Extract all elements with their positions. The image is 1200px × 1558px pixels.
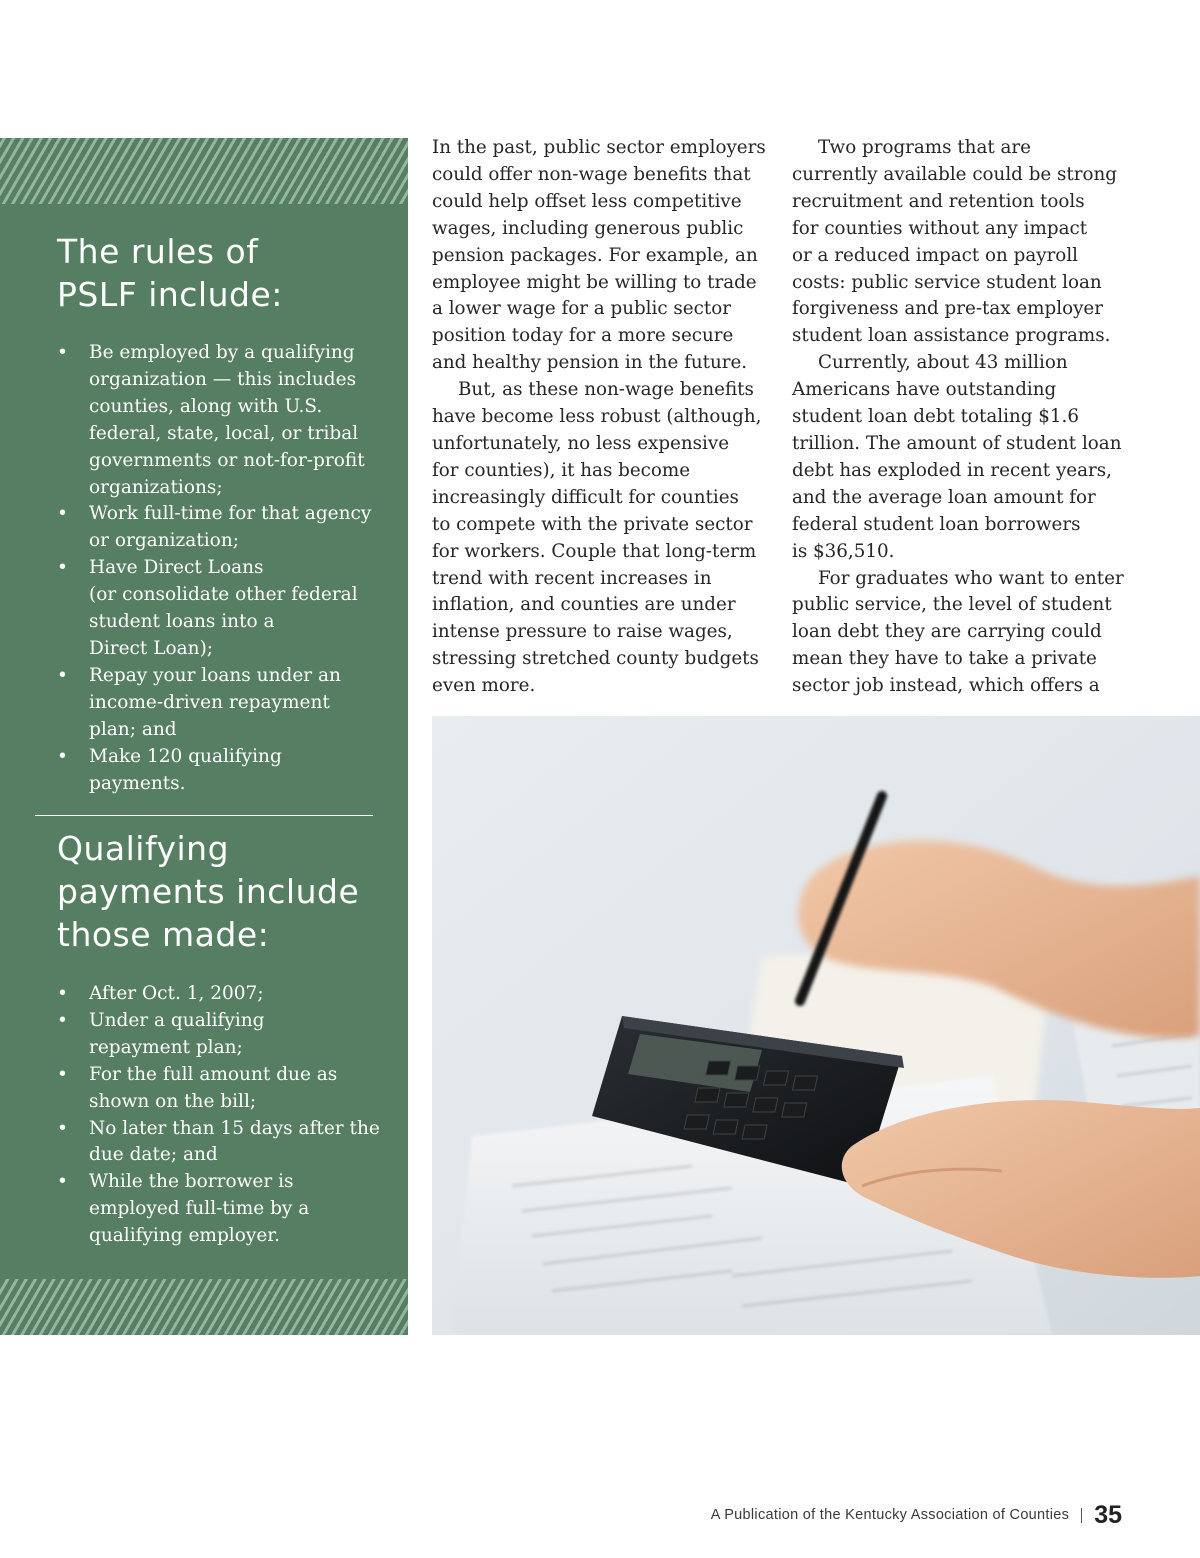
bullet-icon: • (57, 557, 68, 579)
paragraph: In the past, public sector employers could offer non-wage benefits that could help offset less competitive wages, including generous public pension packages. For example, an employee might be willing to trade a lower wage for a public sector position today for a more secure and healthy pension in the future. (432, 137, 766, 374)
list-item-text: For the full amount due as shown on the bill; (89, 1063, 338, 1112)
pslf-sidebar (0, 138, 408, 1335)
bullet-icon: • (57, 983, 68, 1004)
paragraph: Currently, about 43 million Americans have outstanding student loan debt totaling $1.6 trillion. The amount of student loan debt has exploded in recent years, and the average loan amount for federal student loan borrowers is $36,510. (792, 352, 1122, 562)
list-item-text: Make 120 qualifying payments. (89, 745, 282, 794)
list-item (57, 1062, 387, 1116)
publication-credit: A Publication of the Kentucky Association of Counties (710, 1507, 1070, 1523)
qualifying-payments-list (57, 981, 387, 1250)
list-item (57, 340, 387, 501)
bullet-icon: • (57, 664, 68, 686)
list-item (57, 663, 387, 744)
pslf-rules-list (57, 340, 387, 797)
list-item-text: Be employed by a qualifying organization — this includes counties, along with U.S. federal, state, local, or tribal governments or not-for-profit organizations; (89, 342, 365, 498)
page-number: 35 (1094, 1500, 1122, 1529)
list-item (57, 1116, 387, 1170)
article-column-1 (432, 135, 777, 700)
sidebar-divider (35, 815, 373, 816)
bullet-icon: • (57, 503, 68, 525)
qualifying-payments-heading: Qualifying payments include those made: (57, 829, 360, 954)
list-item (57, 555, 387, 663)
bullet-icon: • (57, 342, 68, 363)
list-item-text: After Oct. 1, 2007; (89, 983, 264, 1004)
list-item (57, 501, 387, 555)
pslf-rules-heading: The rules of PSLF include: (57, 232, 283, 314)
list-item (57, 744, 387, 798)
list-item-text: While the borrower is employed full-time by a qualifying employer. (89, 1171, 310, 1247)
calculator-photo-icon (432, 716, 1200, 1335)
bullet-icon: • (57, 1063, 68, 1085)
footer-divider (1081, 1508, 1082, 1523)
bullet-icon: • (57, 1009, 68, 1031)
list-item-text: Work full-time for that agency or organization; (89, 503, 372, 552)
sidebar-bottom-stripes (0, 1279, 408, 1335)
list-item-text: Have Direct Loans (or consolidate other federal student loans into a Direct Loan); (89, 557, 358, 659)
list-item (57, 981, 387, 1008)
paragraph: Two programs that are currently available could be strong recruitment and retention tools for counties without any impact or a reduced impact on payroll costs: public service student loan forgiveness and pre-tax employer student loan assistance programs. (792, 137, 1117, 347)
sidebar-top-stripes (0, 138, 408, 204)
paragraph: For graduates who want to enter public service, the level of student loan debt they are carrying could mean they have to take a private sector job instead, which offers a (792, 567, 1124, 697)
page-footer (711, 1500, 1122, 1530)
bullet-icon: • (57, 1117, 68, 1139)
list-item-text: Under a qualifying repayment plan; (89, 1009, 265, 1058)
article-column-2 (792, 135, 1132, 700)
bullet-icon: • (57, 745, 68, 767)
list-item-text: No later than 15 days after the due date; and (89, 1117, 380, 1166)
list-item-text: Repay your loans under an income-driven repayment plan; and (89, 664, 341, 740)
bullet-icon: • (57, 1171, 68, 1193)
list-item (57, 1008, 387, 1062)
list-item (57, 1169, 387, 1250)
calculator-photo (432, 716, 1200, 1335)
paragraph: But, as these non-wage benefits have become less robust (although, unfortunately, no less expensive for counties), it has become increasingly difficult for counties to compete with the private sector for workers. Couple that long-term trend with recent increases in inflation, and counties are under intense pressure to raise wages, stressing stretched county budgets even more. (432, 379, 762, 697)
